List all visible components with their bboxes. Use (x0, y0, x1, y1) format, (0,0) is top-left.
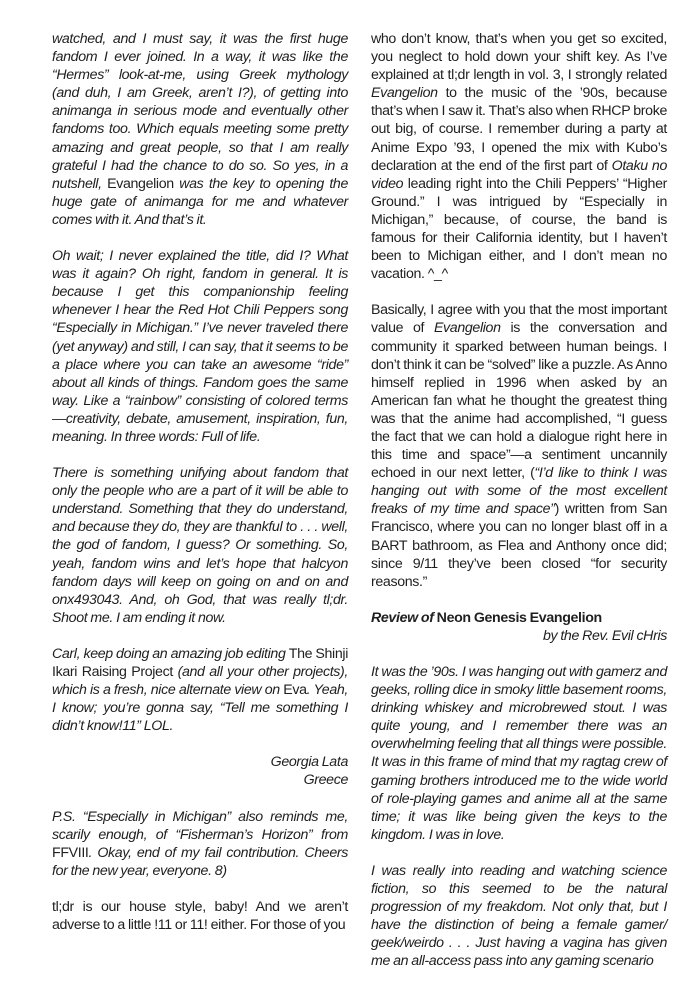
letter-paragraph-title-explained: Oh wait; I never explained the title, did I? What was it again? Oh right, fandom in general. It is because I get this companionship feeling whenever I hear the Red Hot Chili Peppers song “Especially in Michigan.” I’ve never traveled there (yet anyway) and still, I can say, that it seems to be a place where you can take an awesome “ride” about all kinds of things. Fandom goes the same way. Like a “rainbow” consisting of colored terms—creativity, debate, amusement, inspiration, fun, meaning. In three words: Full of life. (52, 248, 348, 445)
title-eva: Eva (283, 682, 307, 699)
quote-next-letter: “I’d like to think I was hanging out with some of the most excellent freaks of my time and space” (371, 465, 667, 518)
right-column (371, 30, 667, 989)
title-evangelion: Evangelion (107, 175, 174, 192)
title-shinji-ikari-raising-project: The Shinji Ikari Raising Project (52, 645, 348, 680)
text-run: was the key to opening the huge gate of animanga for me and whatever comes with it. And that’s it. (52, 175, 348, 228)
text-run: is the conversation and community it sparked between human beings. I don’t think it can be “solved” like a puzzle. As Anno himself replied in 1996 when asked by an American fan what he thought the greatest thing was that the anime had accomplished, “I guess the fact that we can hold a dialogue right here in this time and space”—a sentiment uncannily echoed in our next letter, ( (371, 320, 668, 482)
text-run: Carl, keep doing an amazing job editing (52, 645, 289, 662)
review-paragraph-science-fiction: I was really into reading and watching science fiction, so this seemed to be the natural progression of my freakdom. Not only that, but I have the distinction of being a female gamer/ geek/weirdo . . . Just having a vagina has given me an all-access pass into any gaming scenario (371, 862, 667, 970)
title-otaku-no-video: Otaku no video (371, 157, 667, 192)
editor-reply-conversation (371, 301, 667, 591)
editor-reply-music (371, 30, 667, 283)
review-byline: by the Rev. Evil cHris (542, 627, 667, 644)
review-heading (371, 609, 667, 627)
review-heading-work: Neon Genesis Evangelion (436, 609, 602, 626)
text-run: who don’t know, that’s when you get so excited, you neglect to hold down your shift key. As I’ve explained at tl;dr length in vol. 3, I strongly related (371, 31, 667, 84)
text-run: . Okay, end of my fail contribution. Cheers for the new year, everyone. 8) (52, 844, 348, 879)
text-run: watched, and I must say, it was the first huge fandom I ever joined. In a way, it was like the “Hermes” look-at-me, using Greek mythology (and duh, I am Greek, aren’t I?), of getting into animanga in serious mode and eventually other fandoms too. Which equals meeting some pretty amazing and great people, so that I am really grateful I had the chance to do so. So yes, in a nutshell, (52, 31, 348, 192)
signature-country: Greece (303, 772, 348, 789)
left-column (52, 30, 348, 952)
editor-reply-paragraph: tl;dr is our house style, baby! And we aren’t adverse to a little !11 or 11! either. For those of you (52, 898, 348, 934)
text-run: ) written from San Francisco, where you can no longer blast off in a BART bathroom, as Flea and Anthony once did; since 9/11 they’ve been closed “for security reasons.” (371, 501, 667, 590)
letter-paragraph-unifying: There is something unifying about fandom that only the people who are a part of it will be able to understand. Something that they do understand, and because they do, they are thankful to . . . well, the god of fandom, I guess? Or something. So, yeah, fandom wins and let’s hope that halcyon fandom days will keep on going on and on and onx493043. And, oh God, that was really tl;dr. Shoot me. I am ending it now. (52, 465, 348, 626)
letter-paragraph-carl (52, 645, 348, 735)
title-evangelion: Evangelion (371, 85, 438, 102)
title-evangelion: Evangelion (433, 320, 501, 337)
signature-name: Georgia Lata (270, 754, 348, 771)
text-run: P.S. “Especially in Michigan” also reminds me, scarily enough, of “Fisherman’s Horizon” from (52, 808, 348, 843)
title-ffviii: FFVIII (52, 844, 89, 861)
text-run: . Yeah, I know; you’re gonna say, “Tell me something I didn’t know!11” LOL. (52, 682, 348, 735)
text-run: leading right into the Chili Peppers’ “Higher Ground.” I was intrigued by “Especially in Michigan,” because, of course, the band is famous for their California identity, but I haven’t been to Michigan either, and I don’t mean no vacation. ^_^ (371, 175, 667, 283)
review-paragraph-90s: It was the ’90s. I was hanging out with gamerz and geeks, rolling dice in smoky little basement rooms, drinking whiskey and microbrewed stout. I was quite young, and I remember there was an overwhelming feeling that all things were possible. It was in this frame of mind that my ragtag crew of gaming brothers introduced me to the wide world of role-playing games and anime all at the same time; it was like being given the keys to the kingdom. I was in love. (371, 664, 667, 843)
text-run: to the music of the ’90s, because that’s when I saw it. That’s also when RHCP broke out big, of course. I remember during a party at Anime Expo ’93, I opened the mix with Kubo’s declaration at the end of the first part of (371, 85, 667, 174)
text-run: Basically, I agree with you that the most important value of (371, 302, 667, 337)
letter-paragraph-evangelion-key (52, 30, 348, 229)
letter-signature (52, 753, 348, 789)
review-heading-prefix: Review of (371, 609, 437, 626)
letter-postscript (52, 808, 348, 880)
text-run: (and all your other projects), which is a fresh, nice alternate view on (52, 664, 348, 699)
